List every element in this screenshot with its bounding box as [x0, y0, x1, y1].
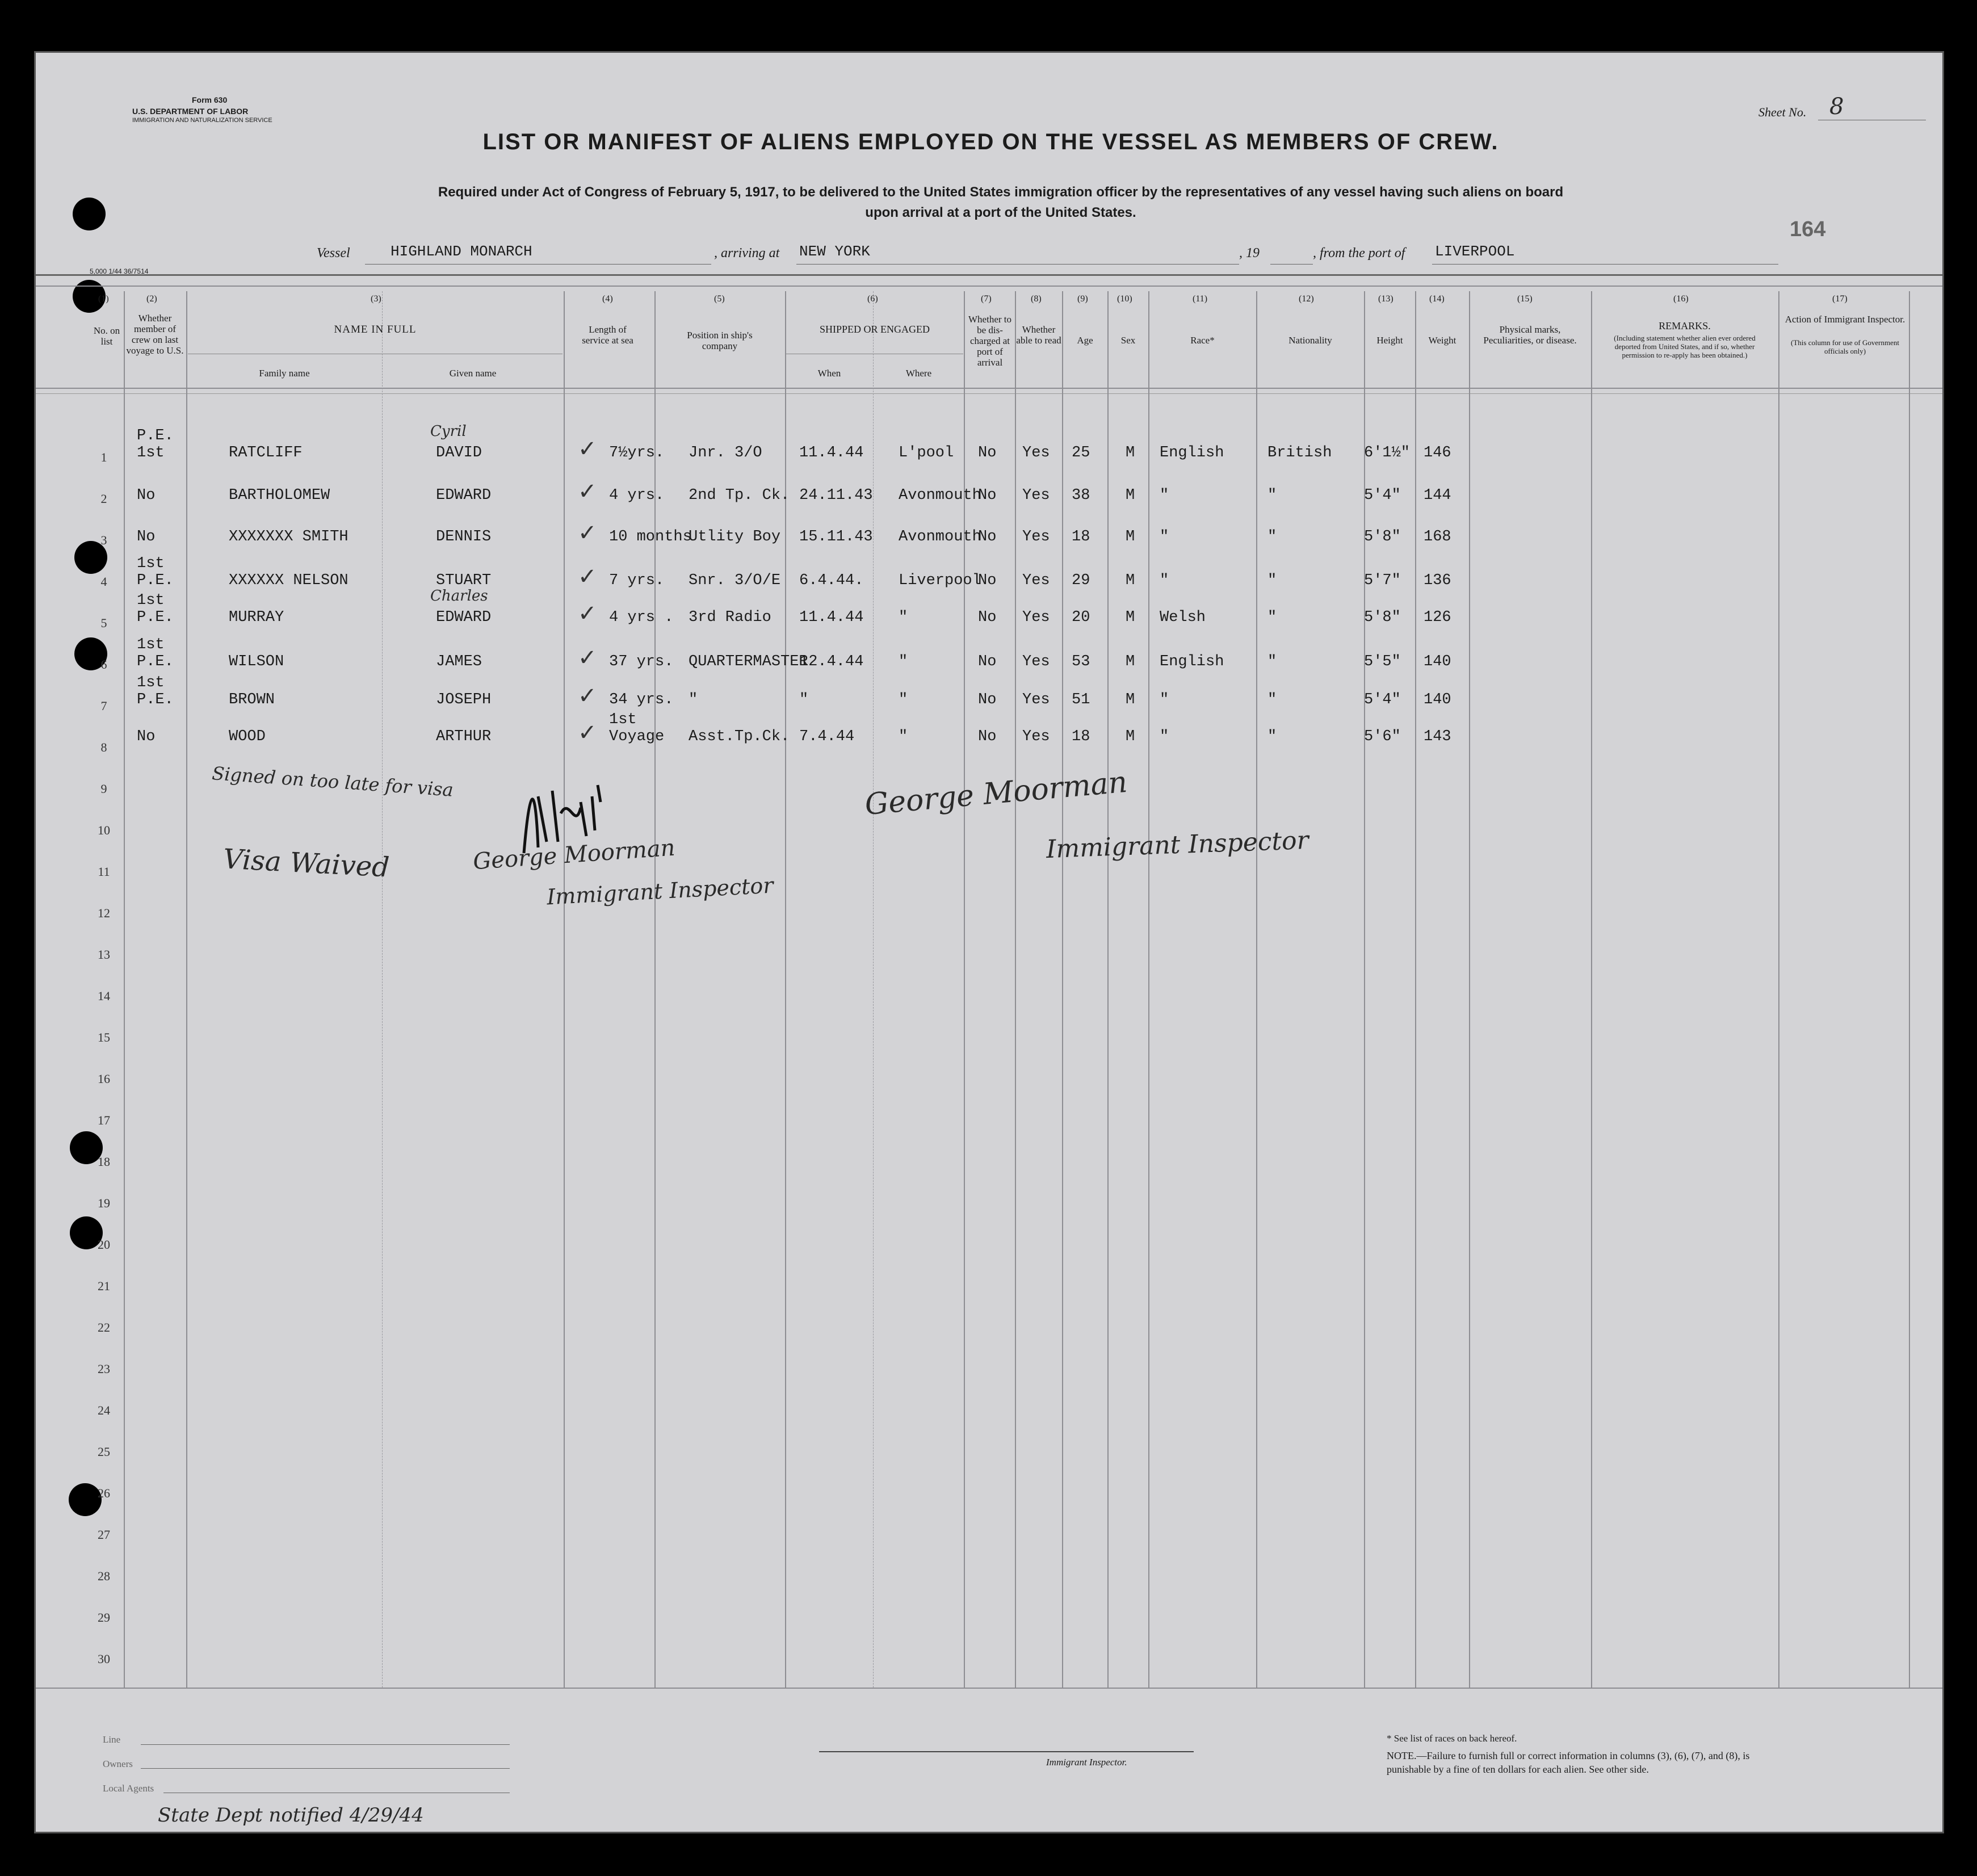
row-number: 19	[98, 1196, 110, 1210]
given-name-note: Charles	[430, 587, 488, 605]
col-header-weight: Weight	[1428, 335, 1456, 346]
given-name-cell: EDWARD	[436, 609, 492, 626]
col-header-age: Age	[1077, 335, 1093, 346]
row-number: 4	[100, 574, 107, 589]
height-cell: 5'5"	[1364, 653, 1401, 670]
col-num-5: (5)	[714, 294, 725, 304]
where-cell: "	[899, 653, 908, 670]
footer-races-note: * See list of races on back hereof.	[1387, 1733, 1517, 1744]
read-cell: Yes	[1022, 444, 1050, 461]
col-num-1: (1)	[98, 294, 109, 304]
family-name-cell: RATCLIFF	[229, 444, 303, 461]
given-name-cell: ARTHUR	[436, 728, 492, 745]
row-number: 7	[100, 699, 107, 713]
weight-cell: 168	[1424, 528, 1451, 545]
race-cell: "	[1160, 528, 1169, 545]
col-num-3: (3)	[371, 294, 381, 304]
nationality-cell: "	[1267, 728, 1277, 745]
service: IMMIGRATION AND NATURALIZATION SERVICE	[132, 117, 272, 124]
discharged-cell: No	[978, 528, 997, 545]
col-header-physical: Physical marks, Peculiarities, or disease.	[1483, 324, 1577, 346]
last-voyage-cell: 1st P.E.	[137, 636, 174, 670]
position-cell: Asst.Tp.Ck.	[689, 728, 790, 745]
col-header-race: Race*	[1190, 335, 1215, 346]
sex-cell: M	[1126, 653, 1135, 670]
row-number: 21	[98, 1279, 110, 1293]
col-num-17: (17)	[1832, 294, 1848, 304]
col-header-nationality: Nationality	[1288, 335, 1332, 346]
subtitle-line-2: upon arrival at a port of the United States.	[865, 205, 1136, 220]
read-cell: Yes	[1022, 528, 1050, 545]
row-number: 13	[98, 947, 110, 962]
age-cell: 38	[1072, 487, 1090, 504]
col-num-16: (16)	[1673, 294, 1689, 304]
signature-inspector-2: George Moorman	[863, 765, 1129, 822]
annotation-visa-waived: Visa Waived	[222, 843, 391, 884]
col-header-action-note: (This column for use of Government officials only)	[1791, 338, 1899, 355]
where-cell: Avonmouth	[899, 528, 981, 545]
read-cell: Yes	[1022, 572, 1050, 589]
where-cell: "	[899, 691, 908, 708]
row-number: 9	[100, 782, 107, 796]
age-cell: 18	[1072, 728, 1090, 745]
footer-line-label: Line	[103, 1734, 121, 1745]
weight-cell: 143	[1424, 728, 1451, 745]
age-cell: 18	[1072, 528, 1090, 545]
sheet-label: Sheet No.	[1758, 105, 1807, 119]
given-name-cell: JAMES	[436, 653, 482, 670]
position-cell: Utlity Boy	[689, 528, 781, 545]
nationality-cell: "	[1267, 572, 1277, 589]
where-cell: "	[899, 609, 908, 626]
given-name-cell: EDWARD	[436, 487, 492, 504]
last-voyage-cell: P.E. 1st	[137, 427, 174, 461]
row-number: 18	[98, 1155, 110, 1169]
where-cell: Liverpool	[899, 572, 981, 589]
weight-cell: 144	[1424, 487, 1451, 504]
read-cell: Yes	[1022, 609, 1050, 626]
discharged-cell: No	[978, 444, 997, 461]
height-cell: 5'4"	[1364, 691, 1401, 708]
last-voyage-cell: No	[137, 728, 156, 745]
from-label: , from the port of	[1313, 246, 1405, 261]
nationality-cell: British	[1267, 444, 1332, 461]
when-cell: 6.4.44.	[799, 572, 864, 589]
signature-inspector-2-title: Immigrant Inspector	[1046, 825, 1309, 864]
family-name-cell: XXXXXX NELSON	[229, 572, 349, 589]
vessel-name: HIGHLAND MONARCH	[391, 243, 532, 260]
form-number: Form 630	[192, 95, 228, 104]
sheet-number: 8	[1829, 94, 1844, 120]
position-cell: "	[689, 691, 698, 708]
family-name-cell: MURRAY	[229, 609, 284, 626]
position-cell: 2nd Tp. Ck.	[689, 487, 790, 504]
punch-hole	[73, 198, 106, 230]
when-cell: "	[799, 691, 809, 708]
row-number: 11	[98, 864, 110, 879]
col-header-action: Action of Immigrant Inspector.	[1785, 314, 1905, 325]
sex-cell: M	[1126, 528, 1135, 545]
signature-inspector-1: George Moorman	[472, 834, 676, 875]
check-mark-icon: ✓	[578, 720, 597, 746]
manifest-sheet	[34, 51, 1944, 1833]
discharged-cell: No	[978, 487, 997, 504]
sex-cell: M	[1126, 444, 1135, 461]
from-port: LIVERPOOL	[1435, 243, 1515, 260]
col-num-8: (8)	[1031, 294, 1042, 304]
where-cell: L'pool	[899, 444, 954, 461]
race-cell: English	[1160, 444, 1224, 461]
when-cell: 11.4.44	[799, 609, 864, 626]
footer-fine-note: NOTE.—Failure to furnish full or correct information in columns (3), (6), (7), and (8), is punishable by a fine of ten dollars for each alien. See other side.	[1387, 1750, 1750, 1775]
race-cell: Welsh	[1160, 609, 1206, 626]
col-header-where: Where	[905, 368, 932, 379]
check-mark-icon: ✓	[578, 479, 597, 505]
discharged-cell: No	[978, 728, 997, 745]
family-name-cell: BROWN	[229, 691, 275, 708]
service-cell: 4 yrs.	[609, 487, 665, 504]
nationality-cell: "	[1267, 609, 1277, 626]
family-name-cell: BARTHOLOMEW	[229, 487, 330, 504]
col-num-10: (10)	[1117, 294, 1132, 304]
discharged-cell: No	[978, 572, 997, 589]
col-num-15: (15)	[1517, 294, 1533, 304]
when-cell: 12.4.44	[799, 653, 864, 670]
row-number: 28	[98, 1569, 110, 1583]
weight-cell: 140	[1424, 653, 1451, 670]
height-cell: 5'8"	[1364, 609, 1401, 626]
where-cell: Avonmouth	[899, 487, 981, 504]
last-voyage-cell: No	[137, 487, 156, 504]
row-number: 12	[98, 906, 110, 920]
read-cell: Yes	[1022, 487, 1050, 504]
nationality-cell: "	[1267, 487, 1277, 504]
given-name-note: Cyril	[430, 423, 467, 440]
row-number: 23	[98, 1362, 110, 1376]
where-cell: "	[899, 728, 908, 745]
row-number: 1	[100, 450, 107, 464]
col-num-12: (12)	[1299, 294, 1314, 304]
read-cell: Yes	[1022, 728, 1050, 745]
row-number: 15	[98, 1030, 110, 1044]
col-num-4: (4)	[602, 294, 613, 304]
check-mark-icon: ✓	[578, 520, 597, 546]
position-cell: Jnr. 3/O	[689, 444, 762, 461]
given-name-cell: DENNIS	[436, 528, 492, 545]
col-header-remarks-note: (Including statement whether alien ever ordered deported from United States, and if so, whether permission to re-apply has been obtained.)	[1614, 334, 1756, 359]
weight-cell: 136	[1424, 572, 1451, 589]
service-cell: 34 yrs.	[609, 691, 674, 708]
nationality-cell: "	[1267, 528, 1277, 545]
weight-cell: 146	[1424, 444, 1451, 461]
height-cell: 5'8"	[1364, 528, 1401, 545]
row-number: 30	[98, 1652, 110, 1666]
state-dept-notation: State Dept notified 4/29/44	[158, 1804, 424, 1827]
row-number: 17	[98, 1113, 110, 1127]
age-cell: 51	[1072, 691, 1090, 708]
position-cell: 3rd Radio	[689, 609, 771, 626]
family-name-cell: WILSON	[229, 653, 284, 670]
check-mark-icon: ✓	[578, 564, 597, 590]
footer-inspector-label: Immigrant Inspector.	[1046, 1757, 1127, 1768]
sex-cell: M	[1126, 487, 1135, 504]
given-name-cell: JOSEPH	[436, 691, 492, 708]
col-header-last-voyage: Whether member of crew on last voyage to U.S.	[126, 313, 184, 356]
age-cell: 29	[1072, 572, 1090, 589]
row-number: 2	[100, 492, 107, 506]
sex-cell: M	[1126, 728, 1135, 745]
col-num-13: (13)	[1378, 294, 1393, 304]
height-cell: 5'7"	[1364, 572, 1401, 589]
page-title: LIST OR MANIFEST OF ALIENS EMPLOYED ON THE VESSEL AS MEMBERS OF CREW.	[482, 129, 1499, 154]
family-name-cell: XXXXXXX SMITH	[229, 528, 349, 545]
row-number: 6	[100, 657, 107, 672]
col-header-read: Whether able to read	[1016, 324, 1061, 346]
sex-cell: M	[1126, 572, 1135, 589]
age-cell: 25	[1072, 444, 1090, 461]
discharged-cell: No	[978, 691, 997, 708]
signature-inspector-1-title: Immigrant Inspector	[546, 872, 774, 910]
annotation-late-visa: Signed on too late for visa	[211, 762, 454, 801]
row-number: 20	[98, 1237, 110, 1252]
col-num-9: (9)	[1077, 294, 1088, 304]
check-mark-icon: ✓	[578, 645, 597, 671]
service-cell: 1st Voyage	[609, 711, 665, 745]
family-name-cell: WOOD	[229, 728, 266, 745]
col-num-11: (11)	[1193, 294, 1208, 304]
col-header-position: Position in ship's company	[687, 330, 753, 351]
vessel-label: Vessel	[317, 246, 350, 261]
height-cell: 5'4"	[1364, 487, 1401, 504]
col-header-name: NAME IN FULL	[334, 324, 417, 335]
col-header-height: Height	[1376, 335, 1403, 346]
col-num-7: (7)	[981, 294, 992, 304]
service-cell: 4 yrs .	[609, 609, 674, 626]
read-cell: Yes	[1022, 691, 1050, 708]
race-cell: "	[1160, 572, 1169, 589]
check-mark-icon: ✓	[578, 436, 597, 462]
subtitle-line-1: Required under Act of Congress of February 5, 1917, to be delivered to the United States immigration officer by the representatives of any vessel having such aliens on board	[438, 184, 1564, 200]
given-name-cell: DAVID	[436, 444, 482, 461]
row-number: 29	[98, 1610, 110, 1625]
age-cell: 53	[1072, 653, 1090, 670]
last-voyage-cell: 1st P.E.	[137, 674, 174, 708]
weight-cell: 126	[1424, 609, 1451, 626]
height-cell: 5'6"	[1364, 728, 1401, 745]
service-cell: 37 yrs.	[609, 653, 674, 670]
row-number: 10	[98, 823, 110, 837]
row-number: 3	[100, 533, 107, 547]
nationality-cell: "	[1267, 653, 1277, 670]
service-cell: 7½yrs.	[609, 444, 665, 461]
service-cell: 10 months	[609, 528, 692, 545]
row-number: 14	[98, 989, 110, 1003]
discharged-cell: No	[978, 653, 997, 670]
last-voyage-cell: No	[137, 528, 156, 545]
check-mark-icon: ✓	[578, 601, 597, 627]
row-number: 5	[100, 616, 107, 630]
race-cell: "	[1160, 487, 1169, 504]
sex-cell: M	[1126, 609, 1135, 626]
when-cell: 11.4.44	[799, 444, 864, 461]
check-mark-icon: ✓	[578, 683, 597, 709]
last-voyage-cell: 1st P.E.	[137, 555, 174, 589]
col-header-discharged: Whether to be dis-charged at port of arrival	[968, 314, 1011, 368]
arriving-port: NEW YORK	[799, 243, 870, 260]
year-label: , 19	[1239, 246, 1260, 261]
col-header-shipped: SHIPPED OR ENGAGED	[819, 324, 930, 335]
when-cell: 7.4.44	[799, 728, 855, 745]
read-cell: Yes	[1022, 653, 1050, 670]
row-number: 16	[98, 1072, 110, 1086]
row-number: 22	[98, 1320, 110, 1334]
service-cell: 7 yrs.	[609, 572, 665, 589]
department: U.S. DEPARTMENT OF LABOR	[132, 107, 249, 116]
given-name-cell: STUART	[436, 572, 492, 589]
when-cell: 24.11.43	[799, 487, 873, 504]
col-header-family-name: Family name	[259, 368, 310, 379]
last-voyage-cell: 1st P.E.	[137, 592, 174, 626]
race-cell: English	[1160, 653, 1224, 670]
stamp-number: 164	[1790, 217, 1826, 241]
race-cell: "	[1160, 728, 1169, 745]
row-number: 27	[98, 1527, 110, 1542]
age-cell: 20	[1072, 609, 1090, 626]
footer-agents-label: Local Agents	[103, 1783, 154, 1794]
nationality-cell: "	[1267, 691, 1277, 708]
footer-owners-label: Owners	[103, 1759, 133, 1769]
weight-cell: 140	[1424, 691, 1451, 708]
col-header-no: No. on list	[93, 325, 120, 347]
position-cell: Snr. 3/O/E	[689, 572, 781, 589]
height-cell: 6'1½"	[1364, 444, 1411, 461]
position-cell: QUARTERMASTER	[689, 653, 808, 670]
row-number: 8	[100, 740, 107, 754]
col-header-given-name: Given name	[449, 368, 497, 379]
row-number: 25	[98, 1445, 110, 1459]
row-number: 24	[98, 1403, 110, 1417]
sex-cell: M	[1126, 691, 1135, 708]
col-num-6: (6)	[867, 294, 878, 304]
col-header-when: When	[817, 368, 841, 379]
discharged-cell: No	[978, 609, 997, 626]
col-num-2: (2)	[146, 294, 157, 304]
col-header-sex: Sex	[1120, 335, 1136, 346]
arriving-label: , arriving at	[714, 246, 780, 261]
row-number: 26	[98, 1486, 110, 1500]
col-num-14: (14)	[1429, 294, 1445, 304]
col-header-service: Length of service at sea	[582, 324, 633, 346]
when-cell: 15.11.43	[799, 528, 873, 545]
race-cell: "	[1160, 691, 1169, 708]
col-header-remarks: REMARKS.	[1659, 320, 1711, 331]
print-code: 5,000 1/44 36/7514	[90, 267, 149, 275]
